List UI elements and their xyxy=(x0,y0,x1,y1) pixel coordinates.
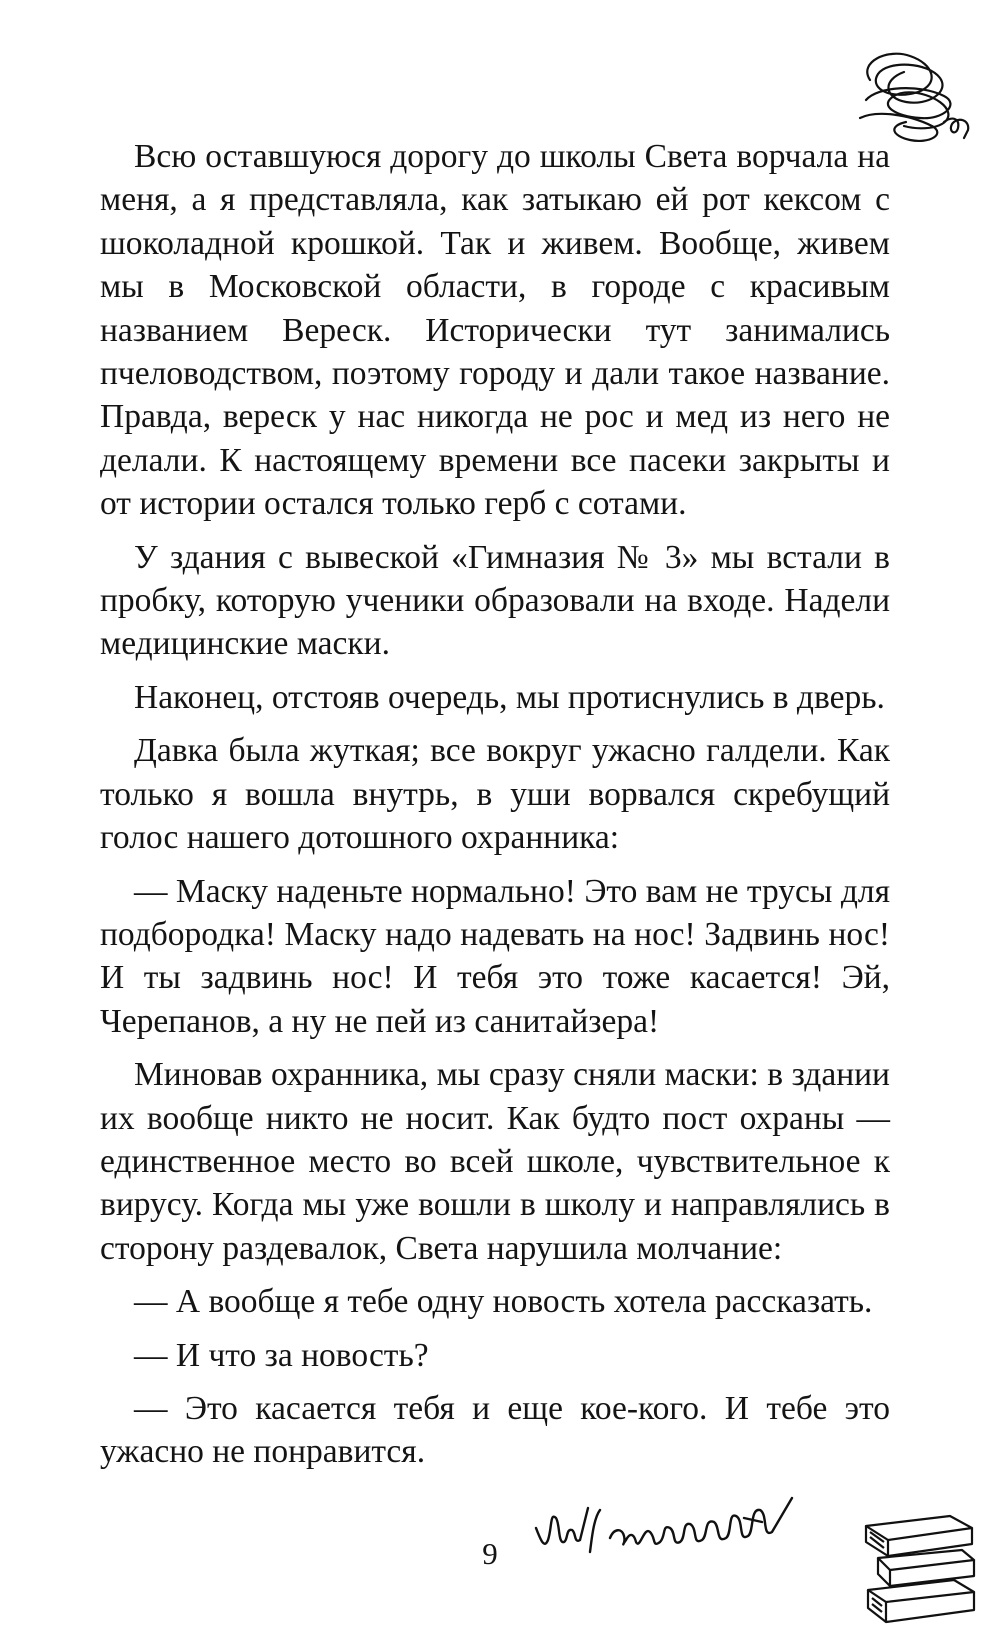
paragraph: Миновав охранника, мы сразу сняли маски: в здании их вообще никто не носит. Как будто пост охраны — единственное место во всей школе, чувствительное к вирусу. Когда мы уже вошли в школу и направлялись в сторону раздевалок, Света нарушила молчание: xyxy=(100,1056,890,1267)
handwriting-scribble xyxy=(530,1488,810,1568)
dialogue-line: — И что за новость? xyxy=(134,1336,429,1374)
books-stack-icon xyxy=(858,1502,980,1632)
dialogue-line: — Маску наденьте нормально! Это вам не трусы для подбородка! Маску надо надевать на нос! Задвинь нос! И ты задвинь нос! И тебя это тоже касается! Эй, Черепанов, а ну не пей из санитайзера! xyxy=(100,872,890,1040)
paragraph: У здания с вывеской «Гимназия № 3» мы встали в пробку, которую ученики образовали на входе. Надели медицинские маски. xyxy=(100,538,890,663)
dialogue-line: — А вообще я тебе одну новость хотела рассказать. xyxy=(134,1283,873,1321)
dialogue-line: — Это касается тебя и еще кое-кого. И тебе это ужасно не понравится. xyxy=(100,1389,890,1471)
page-number: 9 xyxy=(482,1536,498,1571)
paragraph: Наконец, отстояв очередь, мы протиснулись в дверь. xyxy=(134,678,885,716)
paragraph: Всю оставшуюся дорогу до школы Света ворчала на меня, а я представляла, как затыкаю ей рот кексом с шоколадной крошкой. Так и живем. Вообще, живем мы в Московской области, в городе с красивым названием Вереск. Исторически тут занимались пчеловодством, поэтому городу и дали такое название. Правда, вереск у нас никогда не рос и мед из него не делали. К настоящему времени все пасеки закрыты и от истории остался только герб с сотами. xyxy=(100,138,890,523)
scribble-ornament-icon xyxy=(848,40,978,150)
paragraph: Давка была жуткая; все вокруг ужасно галдели. Как только я вошла внутрь, в уши ворвался скребущий голос нашего дотошного охранника: xyxy=(100,732,890,857)
body-text xyxy=(100,135,890,1474)
